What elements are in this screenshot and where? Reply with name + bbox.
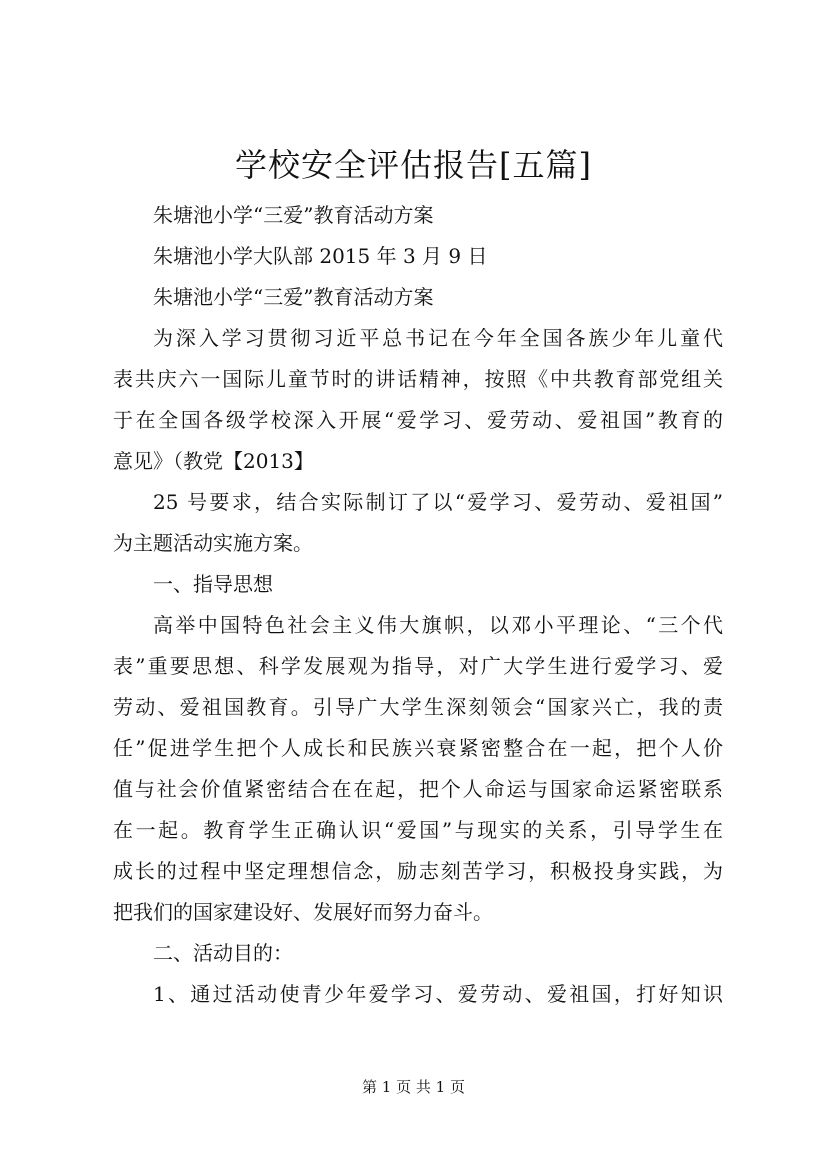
body-line: 意见》（教党【2013】 xyxy=(113,449,314,473)
page-footer: 第 1 页 共 1 页 xyxy=(362,1078,465,1096)
body-line: 为主题活动实施方案。 xyxy=(113,531,313,555)
body-line: 为深入学习贯彻习近平总书记在今年全国各族少年儿童代 xyxy=(153,326,723,350)
body-line: 把我们的国家建设好、发展好而努力奋斗。 xyxy=(113,900,493,924)
section-heading: 一、指导思想 xyxy=(153,572,273,596)
document-body xyxy=(113,195,723,1015)
body-line: 朱塘池小学“三爱”教育活动方案 xyxy=(153,285,434,309)
body-line: 在一起。教育学生正确认识“爱国”与现实的关系，引导学生在 xyxy=(113,818,723,842)
body-line: 于在全国各级学校深入开展“爱学习、爱劳动、爱祖国”教育的 xyxy=(113,408,723,432)
body-line: 值与社会价值紧密结合在在起，把个人命运与国家命运紧密联系 xyxy=(113,777,723,801)
section-heading: 二、活动目的： xyxy=(153,941,293,965)
body-line: 25 号要求，结合实际制订了以“爱学习、爱劳动、爱祖国” xyxy=(153,490,723,514)
body-line: 1、通过活动使青少年爱学习、爱劳动、爱祖国，打好知识 xyxy=(153,982,723,1006)
body-line: 成长的过程中坚定理想信念，励志刻苦学习，积极投身实践，为 xyxy=(113,859,723,883)
body-line: 表”重要思想、科学发展观为指导，对广大学生进行爱学习、爱 xyxy=(113,654,723,678)
body-line: 高举中国特色社会主义伟大旗帜，以邓小平理论、“三个代 xyxy=(153,613,723,637)
body-line: 任”促进学生把个人成长和民族兴衰紧密整合在一起，把个人价 xyxy=(113,736,723,760)
body-line: 劳动、爱祖国教育。引导广大学生深刻领会“国家兴亡，我的责 xyxy=(113,695,723,719)
body-line: 表共庆六一国际儿童节时的讲话精神，按照《中共教育部党组关 xyxy=(113,367,723,391)
body-line: 朱塘池小学大队部 2015 年 3 月 9 日 xyxy=(153,244,488,268)
document-title: 学校安全评估报告[五篇] xyxy=(235,146,592,184)
body-line: 朱塘池小学“三爱”教育活动方案 xyxy=(153,203,434,227)
